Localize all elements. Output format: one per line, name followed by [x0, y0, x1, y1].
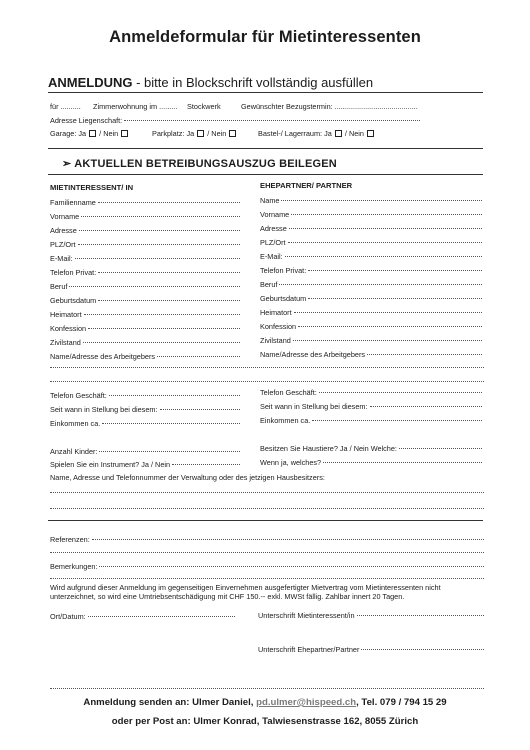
bemerkungen-row[interactable]: [50, 562, 484, 571]
right-field-row[interactable]: [260, 266, 482, 275]
left-field-label: Vorname: [50, 212, 80, 221]
left-field-label: Name/Adresse des Arbeitgebers: [50, 352, 156, 361]
right-field-line[interactable]: [291, 214, 482, 215]
left-field-line[interactable]: [78, 244, 240, 245]
right-telefon-geschaeft-label: Telefon Geschäft:: [260, 388, 317, 397]
right-einkommen-row[interactable]: [260, 416, 482, 425]
right-einkommen-line[interactable]: [312, 420, 482, 421]
right-field-line[interactable]: [288, 242, 482, 243]
arbeitgeber-line[interactable]: [50, 381, 484, 382]
left-field-line[interactable]: [81, 216, 240, 217]
right-field-line[interactable]: [294, 312, 482, 313]
right-field-row[interactable]: [260, 196, 482, 205]
bemerkungen-label: Bemerkungen:: [50, 562, 98, 571]
parkplatz-option[interactable]: [152, 129, 237, 138]
right-field-label: Name/Adresse des Arbeitgebers: [260, 350, 366, 359]
referenzen-row[interactable]: [50, 535, 484, 544]
left-field-line[interactable]: [84, 314, 240, 315]
right-field-label: Telefon Privat:: [260, 266, 307, 275]
unterschrift-mieter-line[interactable]: [357, 615, 484, 616]
right-field-row[interactable]: [260, 294, 482, 303]
right-field-label: PLZ/Ort: [260, 238, 286, 247]
verwaltung-line[interactable]: [50, 492, 484, 493]
kinder-row[interactable]: [50, 447, 240, 456]
bastel-checkbox[interactable]: [335, 130, 342, 137]
bastel-nein-checkbox[interactable]: [367, 130, 374, 137]
divider-rule: [48, 520, 483, 521]
right-field-row[interactable]: [260, 280, 482, 289]
garage-nein-checkbox[interactable]: [121, 130, 128, 137]
bastel-option[interactable]: [258, 129, 375, 138]
left-field-row[interactable]: [50, 198, 240, 207]
heading-bold: ANMELDUNG: [48, 75, 133, 90]
left-field-label: Adresse: [50, 226, 77, 235]
left-field-label: PLZ/Ort: [50, 240, 76, 249]
referenzen-line-2[interactable]: [50, 552, 484, 553]
stockwerk-label: Stockwerk: [187, 102, 221, 111]
left-field-row[interactable]: [50, 352, 240, 361]
ort-datum-line[interactable]: [88, 616, 235, 617]
kinder-label: Anzahl Kinder:: [50, 447, 98, 456]
unterschrift-partner-row[interactable]: [258, 645, 484, 654]
disclaimer-line: Wird aufgrund dieser Anmeldung im gegenseitigen Einvernehmen ausgefertigter Mietvertrag vom Mietinteressenten nicht: [50, 583, 441, 592]
left-field-label: Geburtsdatum: [50, 296, 97, 305]
parkplatz-nein-checkbox[interactable]: [229, 130, 236, 137]
unterschrift-partner-line[interactable]: [361, 649, 484, 650]
bezugstermin-label: Gewünschter Bezugstermin: .........................................: [241, 102, 418, 111]
left-field-row[interactable]: [50, 254, 240, 263]
adresse-liegenschaft-line[interactable]: [124, 120, 420, 121]
garage-option[interactable]: [50, 129, 129, 138]
welches-label: Wenn ja, welches?: [260, 458, 322, 467]
right-telefon-geschaeft-line[interactable]: [319, 392, 482, 393]
arbeitgeber-line[interactable]: [50, 367, 484, 368]
right-einkommen-label: Einkommen ca.: [260, 416, 311, 425]
left-telefon-geschaeft-label: Telefon Geschäft:: [50, 391, 107, 400]
left-field-line[interactable]: [69, 286, 240, 287]
unterschrift-mieter-label: Unterschrift Mietinteressent/in: [258, 611, 355, 620]
unterschrift-mieter-row[interactable]: [258, 611, 484, 620]
right-field-line[interactable]: [308, 270, 482, 271]
left-field-label: E-Mail:: [50, 254, 73, 263]
right-seit-wann-label: Seit wann in Stellung bei diesem:: [260, 402, 368, 411]
right-field-row[interactable]: [260, 350, 482, 359]
adresse-liegenschaft-label: Adresse Liegenschaft:: [50, 116, 123, 125]
left-einkommen-label: Einkommen ca.: [50, 419, 101, 428]
left-einkommen-line[interactable]: [102, 423, 240, 424]
fuer-label: für ..........: [50, 102, 81, 111]
garage-nein: / Nein: [99, 129, 119, 138]
left-telefon-geschaeft-line[interactable]: [109, 395, 240, 396]
right-field-line[interactable]: [285, 256, 482, 257]
instrument-line[interactable]: [172, 464, 240, 465]
instrument-row[interactable]: [50, 460, 240, 469]
kinder-line[interactable]: [99, 451, 240, 452]
left-seit-wann-label: Seit wann in Stellung bei diesem:: [50, 405, 158, 414]
left-seit-wann-row[interactable]: [50, 405, 240, 414]
right-field-line[interactable]: [281, 200, 482, 201]
right-seit-wann-line[interactable]: [370, 406, 483, 407]
form-heading: [48, 75, 373, 90]
footer-post: oder per Post an: Ulmer Konrad, Talwiesenstrasse 162, 8055 Zürich: [111, 716, 419, 727]
footer-send: [0, 697, 530, 708]
ort-datum-row[interactable]: [50, 612, 235, 621]
left-telefon-geschaeft-row[interactable]: [50, 391, 240, 400]
left-field-row[interactable]: [50, 268, 240, 277]
left-field-label: Familienname: [50, 198, 96, 207]
right-field-line[interactable]: [308, 298, 482, 299]
left-field-row[interactable]: [50, 282, 240, 291]
right-field-label: Geburtsdatum: [260, 294, 307, 303]
right-field-line[interactable]: [367, 354, 482, 355]
right-seit-wann-row[interactable]: [260, 402, 482, 411]
form-title: Anmeldeformular für Mietinteressenten: [109, 28, 421, 46]
left-field-line[interactable]: [98, 202, 240, 203]
garage-checkbox[interactable]: [89, 130, 96, 137]
instrument-label: Spielen Sie ein Instrument? Ja / Nein: [50, 460, 171, 469]
right-field-row[interactable]: [260, 322, 482, 331]
right-field-label: E-Mail:: [260, 252, 283, 261]
haustiere-label: Besitzen Sie Haustiere? Ja / Nein Welche:: [260, 444, 397, 453]
footer-send-prefix: Anmeldung senden an: Ulmer Daniel,: [83, 697, 257, 708]
heading-rule: [48, 92, 483, 93]
bastel-label: Bastel-/ Lagerraum: Ja: [258, 129, 332, 138]
right-field-label: Heimatort: [260, 308, 292, 317]
left-field-line[interactable]: [83, 342, 240, 343]
left-field-row[interactable]: [50, 310, 240, 319]
referenzen-line[interactable]: [92, 539, 484, 540]
right-field-label: Adresse: [260, 224, 287, 233]
left-field-row[interactable]: [50, 324, 240, 333]
right-field-label: Vorname: [260, 210, 290, 219]
bemerkungen-line-2[interactable]: [50, 578, 484, 579]
garage-label: Garage: Ja: [50, 129, 87, 138]
verwaltung-line[interactable]: [50, 508, 484, 509]
right-field-line[interactable]: [298, 326, 482, 327]
verwaltung-label: Name, Adresse und Telefonnummer der Verwaltung oder des jetzigen Hausbesitzers:: [50, 473, 325, 482]
parkplatz-nein: / Nein: [207, 129, 227, 138]
right-field-row[interactable]: [260, 252, 482, 261]
right-field-row[interactable]: [260, 308, 482, 317]
left-field-line[interactable]: [79, 230, 240, 231]
parkplatz-label: Parkplatz: Ja: [152, 129, 195, 138]
left-column-header: MIETINTERESSENT/ IN: [50, 183, 134, 192]
right-field-label: Name: [260, 196, 280, 205]
referenzen-label: Referenzen:: [50, 535, 90, 544]
welches-row[interactable]: [260, 458, 482, 467]
left-field-line[interactable]: [75, 258, 240, 259]
left-field-row[interactable]: [50, 240, 240, 249]
right-field-label: Konfession: [260, 322, 297, 331]
right-field-row[interactable]: [260, 224, 482, 233]
right-field-row[interactable]: [260, 336, 482, 345]
left-field-row[interactable]: [50, 226, 240, 235]
left-field-line[interactable]: [98, 300, 240, 301]
ort-datum-label: Ort/Datum:: [50, 612, 86, 621]
footer-separator: [50, 688, 484, 689]
left-field-label: Konfession: [50, 324, 87, 333]
bemerkungen-line[interactable]: [99, 566, 484, 567]
zimmer-label: Zimmerwohnung im .........: [93, 102, 178, 111]
right-field-label: Beruf: [260, 280, 278, 289]
unterschrift-partner-label: Unterschrift Ehepartner/Partner: [258, 645, 360, 654]
left-field-line[interactable]: [98, 272, 240, 273]
section-rule-bottom: [48, 174, 483, 175]
left-seit-wann-line[interactable]: [160, 409, 241, 410]
left-field-row[interactable]: [50, 212, 240, 221]
left-field-line[interactable]: [88, 328, 240, 329]
right-telefon-geschaeft-row[interactable]: [260, 388, 482, 397]
right-field-label: Zivilstand: [260, 336, 291, 345]
bastel-nein: / Nein: [344, 129, 364, 138]
left-field-line[interactable]: [157, 356, 240, 357]
left-field-label: Beruf: [50, 282, 68, 291]
left-field-row[interactable]: [50, 296, 240, 305]
haustiere-row[interactable]: [260, 444, 482, 453]
welches-line[interactable]: [323, 462, 482, 463]
right-field-line[interactable]: [279, 284, 482, 285]
right-field-line[interactable]: [293, 340, 482, 341]
heading-rest: - bitte in Blockschrift vollständig ausfüllen: [132, 75, 374, 90]
section-betreibungsauszug: ➢ AKTUELLEN BETREIBUNGSAUSZUG BEILEGEN: [62, 158, 337, 170]
left-field-row[interactable]: [50, 338, 240, 347]
disclaimer-line: unterzeichnet, so wird eine Umtriebsentschädigung mit CHF 150.-- exkl. MWSt fällig. Zahlbar innert 20 Tagen.: [50, 592, 405, 601]
footer-send-suffix: , Tel. 079 / 794 15 29: [356, 697, 447, 708]
haustiere-line[interactable]: [399, 448, 482, 449]
right-field-line[interactable]: [289, 228, 482, 229]
left-field-label: Telefon Privat:: [50, 268, 97, 277]
parkplatz-checkbox[interactable]: [197, 130, 204, 137]
section-rule-top: [48, 148, 483, 149]
left-einkommen-row[interactable]: [50, 419, 240, 428]
left-field-label: Zivilstand: [50, 338, 81, 347]
left-field-label: Heimatort: [50, 310, 82, 319]
adresse-liegenschaft-row[interactable]: [50, 116, 420, 125]
right-column-header: EHEPARTNER/ PARTNER: [260, 181, 353, 190]
right-field-row[interactable]: [260, 238, 482, 247]
right-field-row[interactable]: [260, 210, 482, 219]
footer-email-link[interactable]: pd.ulmer@hispeed.ch: [256, 697, 357, 708]
